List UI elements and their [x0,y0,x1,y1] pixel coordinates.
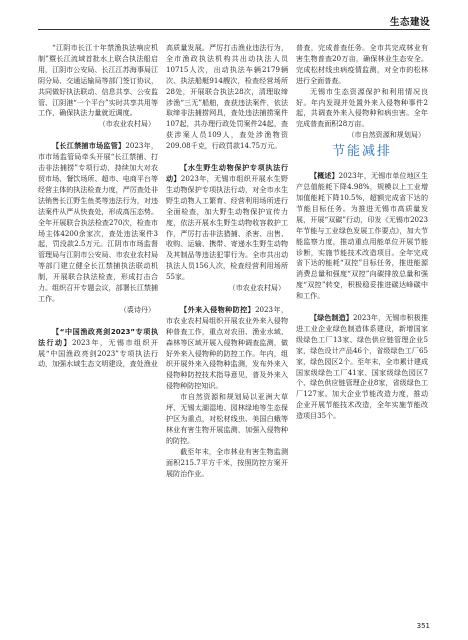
entry-title: 【长江禁捕市场监管】 [52,141,126,151]
entry-text: 2023年，无锡市单位地区生产总值能耗下降4.98%，规模以上工业增加值能耗下降10.5%，超额完成省下达的节能目标任务。为推进无锡市高质量发展，开展“双碳”行动，印发《无锡市2023年节能与工业绿色发展工作要点》，加大节能监察力度，推动重点用能单位开展节能诊断，实施节能技术改造项目。全年完成省下达的能耗“双控”目标任务，推进能源消费总量和强度“双控”向碳排放总量和强度“双控”转变，积极稳妥推进碳达峰碳中和工作。 [296,171,428,301]
entry-title: 【“中国渔政亮剑2023”专项执法行动】 [38,326,158,347]
entry-text: 2023年，无锡市组织开展“中国渔政亮剑2023”专项执法行动，加强水域生态文明建设，查处渔业 [38,337,158,369]
entry-title: 【水生野生动物保护专项执法行动】 [166,163,288,183]
paragraph: 截至年末，全市林业有害生物监测面积215.7平方千米，按照防控方案开展防治作业。 [166,446,288,478]
entry [38,327,158,371]
entry [296,313,428,422]
header-rule [38,29,430,30]
paragraph: 高质量发展。严厉打击渔业违法行为，全市渔政执法机构共出动执法人员10715人次，出动执法车辆2179辆次、执法船艇914艘次，检查经营场所28处，开展联合执法28次，清理取缔涉渔“三无”船舶，查获违法案件，依法取缔非法捕捞网具，查处违法捕捞案件107起，共办理行政处罚案件24起，查获涉案人员109人，查处涉渔物资209.08千克，行政罚款14.75万元。 [166,43,288,151]
section-title: 生态建设 [389,17,430,28]
source-note: （市农业农村局） [228,283,285,293]
page-header [0,0,468,28]
entry [166,163,288,283]
entry-text: 2023年，市农业农村局组织开展农业外来入侵物种普查工作，重点对农田、渔业水域、森林等区域开展入侵物种调查监测，做好外来入侵物种的防控工作。年内，组织开展外来入侵物种监测，发布外来入侵物种防控技术指导意见，普及外来入侵物种防控知识。 [166,304,288,391]
source-note: （市自然资源和规划局） [347,130,425,140]
source-note: （裘诗丹） [119,304,155,314]
paragraph: 无锡市生态资源保护和利用情况良好。年内发现并处置外来入侵物种事件2起，共调查外来入侵物种和病虫害。全年完成普查面积28万亩。 [296,86,428,129]
paragraph: “江阴市长江十年禁渔执法响应机制”暨长江流域首批水上联合执法船启用，江阴市公安局、长江江苏海事局江阴分局、交通运输局等部门签订协议，共同做好执法联动、信息共享、公安监管、江阴港“一个平台”实时共享共用等工作，确保执法力量就近调度。 [38,43,158,118]
entry-text: 2023年，无锡市组织开展水生野生动物保护专项执法行动，对全市水生野生动物人工繁育、经营利用场所进行全面检查，加大野生动物保护宣传力度，依法开展水生野生动物收容救护工作，严厉打击非法猎捕、杀害、出售、收购、运输、携带、寄递水生野生动物及其制品等违法犯罪行为。全市共出动执法人员156人次，检查经营利用场所55家。 [166,173,288,282]
source-note: （市农业农村局） [98,119,155,129]
entry [166,305,288,392]
entry-text: 2023年，无锡市积极推进工业企业绿色制造体系建设，新增国家级绿色工厂13家、绿色供应链管理企业5家，绿色设计产品46个，省级绿色工厂65家，绿色园区2个。至年末，全市累计建成国家级绿色工厂41家、国家级绿色园区7个、绿色供应链管理企业8家，省级绿色工厂127家。加大企业节能改造力度，推动企业开展节能技术改造，全年实施节能改造项目35个。 [296,313,428,421]
entry-title: 【外来入侵物种防控】 [180,304,256,314]
entry [296,171,428,302]
paragraph: 市自然资源和规划局以亚洲大草坪、无锡太湖湿地、园林绿地等生态保护区为重点，对松材线虫、美国白蛾等林业有害生物开展监测，加强入侵物种的防控。 [166,392,288,445]
page-number: 351 [416,622,430,630]
entry-title: 【绿色制造】 [310,313,353,323]
entry-text: 2023年，市市场监管局牵头开展“长江禁捕、打击非法捕捞”专项行动，持续加大对农贸市场、餐饮场所、超市、电商平台等经营主体的执法检查力度，严厉查处非法销售长江野生鱼类等违法行为，对违法案件从严从快查处，形成高压态势。全年开展联合执法检查270次，检查市场主体4200余家次，查处违法案件3起，罚没款2.5万元。江阴市市场监督管理局与江阴市公安局、市农业农村局等部门建立健全长江禁捕执法联动机制，开展联合执法检查，形成打击合力。组织召开专题会议，部署长江禁捕工作。 [38,141,158,303]
paragraph: 普查，完成普查任务。全市共完成林业有害生物普查20万亩，确保林业生态安全。完成松材线虫病疫情监测，对全市的松林进行全面普查。 [296,43,428,85]
column-3 [296,43,428,422]
entry [38,141,158,305]
major-heading: 节能减排 [331,144,392,160]
entry-title: 【概述】 [310,171,339,181]
column-2 [166,43,288,479]
column-1 [38,43,158,370]
